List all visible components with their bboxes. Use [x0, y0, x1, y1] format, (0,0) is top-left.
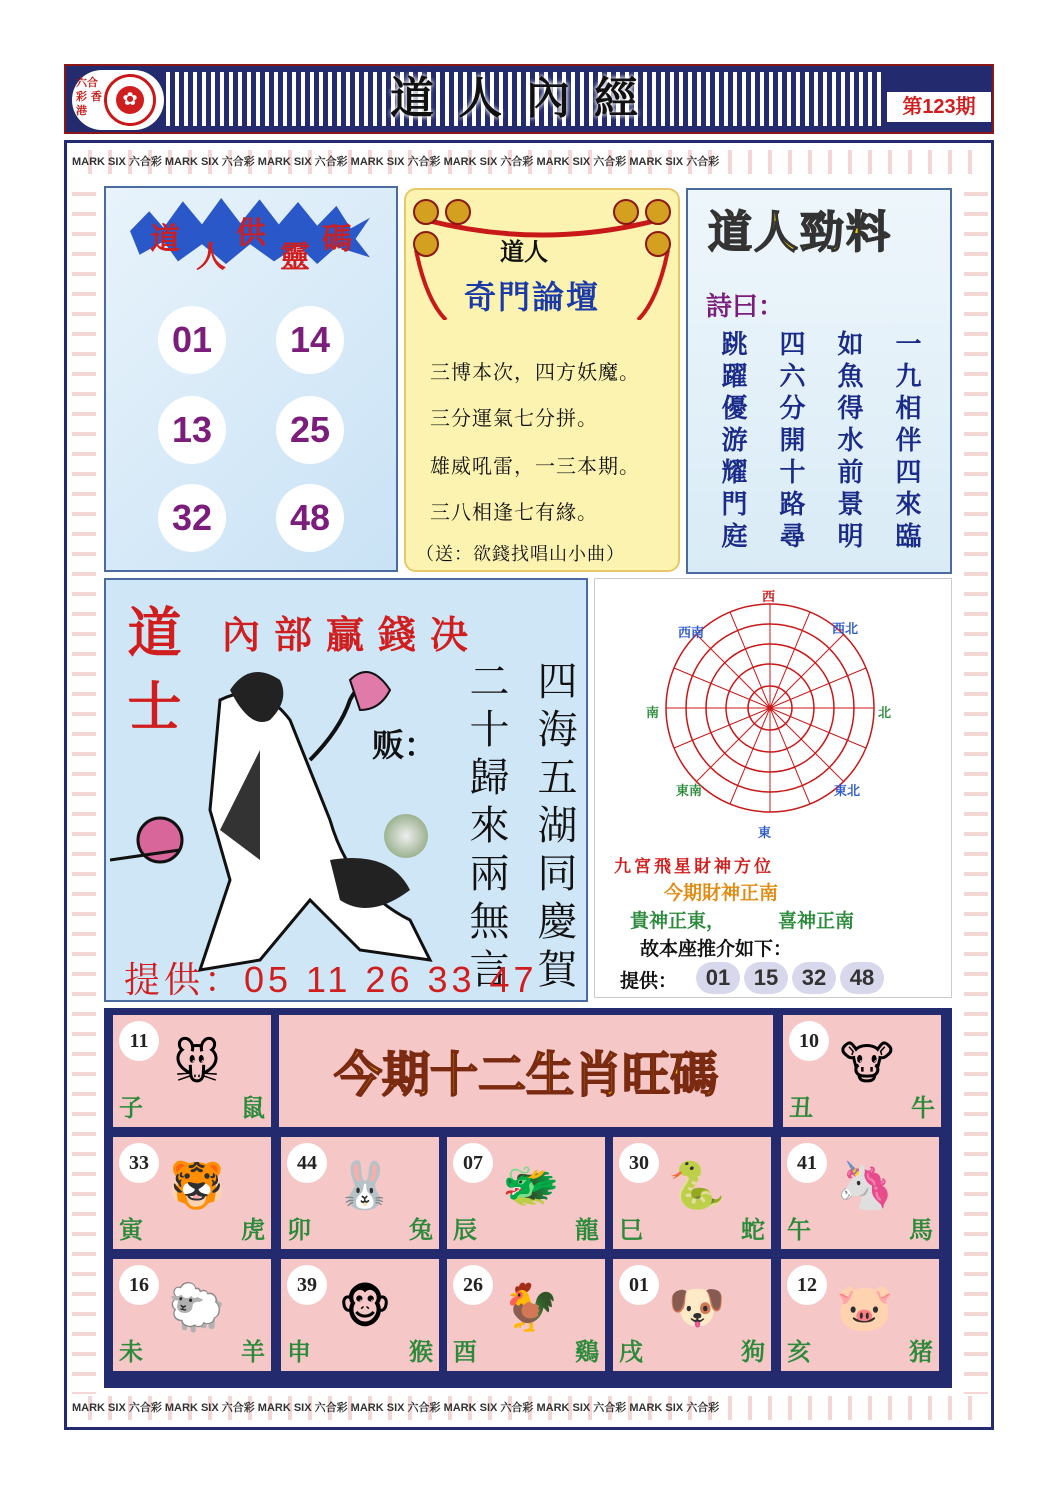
- page-title: 道人內經: [390, 73, 662, 124]
- zodiac-branch: 酉: [453, 1337, 477, 1366]
- zodiac-branch: 戌: [619, 1337, 643, 1366]
- recommend-number: 32: [792, 962, 836, 994]
- zodiac-animal-icon: 🐭: [173, 1036, 221, 1090]
- forum-title: 奇門論壇: [464, 278, 601, 316]
- recommend-number: 48: [840, 962, 884, 994]
- zodiac-animal: 蛇: [741, 1215, 765, 1244]
- forum-footer: （送：欲錢找唱山小曲）: [416, 544, 625, 565]
- title-char-1: 道: [150, 222, 180, 257]
- direction-e: 北: [878, 706, 892, 721]
- zodiac-animal: 兔: [409, 1215, 433, 1244]
- number-circle: 32: [158, 484, 226, 552]
- label-text: 贩：: [372, 726, 437, 764]
- joy-god: 喜神正南: [778, 910, 855, 932]
- poem-column: 跳躍優游耀門庭: [717, 330, 747, 554]
- poem-line: 雄威吼雷，一三本期。: [430, 454, 640, 478]
- zodiac-animal: 鷄: [575, 1337, 599, 1366]
- poem-line: 三八相逢七有緣。: [430, 500, 598, 524]
- zodiac-animal-icon: 🐲: [502, 1158, 560, 1212]
- zodiac-cell: [778, 1256, 942, 1374]
- poem-label: 詩曰：: [706, 292, 785, 322]
- direction-se: 東北: [834, 784, 861, 799]
- number-circle: 25: [276, 396, 344, 464]
- border-bottom: MARK SIX 六合彩 MARK SIX 六合彩 MARK SIX 六合彩 MARK SIX 六合彩 MARK SIX 六合彩 MARK SIX 六合彩 MARK SIX 六合彩: [72, 1396, 988, 1420]
- number-circle: 48: [276, 484, 344, 552]
- zodiac-number: 07: [453, 1143, 493, 1183]
- zodiac-cell: [778, 1134, 942, 1252]
- zodiac-cell: [110, 1134, 274, 1252]
- zodiac-branch: 午: [787, 1215, 811, 1244]
- zodiac-branch: 丑: [789, 1093, 813, 1122]
- zodiac-animal-icon: 🐑: [168, 1280, 226, 1334]
- zodiac-number: 11: [119, 1021, 159, 1061]
- zodiac-cell: [444, 1134, 608, 1252]
- number-circle: 14: [276, 306, 344, 374]
- zodiac-animal: 羊: [241, 1337, 265, 1366]
- direction-sw: 東南: [676, 784, 703, 799]
- zodiac-animal-icon: 🐷: [836, 1280, 894, 1334]
- zodiac-number: 39: [287, 1265, 327, 1305]
- zodiac-animal: 鼠: [241, 1093, 265, 1122]
- border-top: MARK SIX 六合彩 MARK SIX 六合彩 MARK SIX 六合彩 MARK SIX 六合彩 MARK SIX 六合彩 MARK SIX 六合彩 MARK SIX 六合彩: [72, 150, 988, 174]
- logo-text: 六合彩 香港: [76, 76, 102, 117]
- zodiac-branch: 申: [287, 1337, 311, 1366]
- border-right: [964, 176, 988, 1394]
- zodiac-number: 01: [619, 1265, 659, 1305]
- side-title: 道士: [119, 604, 183, 752]
- direction-w: 南: [646, 706, 660, 721]
- zodiac-branch: 辰: [453, 1215, 477, 1244]
- compass-title: 九宮飛星財神方位: [614, 857, 774, 877]
- poem-column: 四六分開十路尋: [775, 330, 805, 554]
- poem-line: 三分運氣七分拼。: [430, 406, 598, 430]
- zodiac-branch: 寅: [119, 1215, 143, 1244]
- poem-line: 三博本次，四方妖魔。: [430, 360, 640, 384]
- noble-god: 貴神正東，: [630, 910, 726, 932]
- hint-title: 道人勁料: [708, 207, 892, 258]
- zodiac-cell: [780, 1012, 944, 1130]
- zodiac-number: 41: [787, 1143, 827, 1183]
- number-circle: 01: [158, 306, 226, 374]
- issue-number: 第123期: [887, 92, 991, 122]
- poem-column: 一九相伴四來臨: [891, 330, 921, 554]
- direction-nw: 西南: [678, 626, 705, 641]
- zodiac-cell: [278, 1256, 442, 1374]
- zodiac-title: 今期十二生肖旺碼: [333, 1047, 718, 1103]
- zodiac-cell: [444, 1256, 608, 1374]
- forum-small-title: 道人: [500, 237, 548, 266]
- zodiac-number: 12: [787, 1265, 827, 1305]
- zodiac-animal: 牛: [911, 1093, 935, 1122]
- direction-s: 東: [758, 826, 772, 841]
- direction-n: 西: [762, 590, 776, 605]
- zodiac-animal: 狗: [741, 1337, 765, 1366]
- secret-provide: 提供：05 11 26 33 47: [124, 959, 538, 1000]
- zodiac-animal: 馬: [909, 1215, 933, 1244]
- number-circle: 13: [158, 396, 226, 464]
- zodiac-animal-icon: 🐰: [336, 1158, 394, 1212]
- zodiac-number: 33: [119, 1143, 159, 1183]
- zodiac-animal-icon: 🐶: [668, 1280, 726, 1334]
- bauhinia-icon: ✿: [116, 86, 144, 114]
- recommend-number: 01: [696, 962, 740, 994]
- wealth-god: 今期財神正南: [664, 882, 779, 904]
- zodiac-branch: 未: [119, 1337, 143, 1366]
- zodiac-branch: 巳: [619, 1215, 643, 1244]
- zodiac-cell: [610, 1134, 774, 1252]
- zodiac-animal-icon: 🦄: [836, 1158, 894, 1212]
- provide-label: 提供：: [620, 970, 678, 992]
- poem-column: 如魚得水前景明: [833, 330, 863, 554]
- title-char-5: 碼: [322, 222, 352, 257]
- zodiac-cell: [110, 1256, 274, 1374]
- title-char-4: 靈: [280, 240, 310, 275]
- zodiac-branch: 卯: [287, 1215, 311, 1244]
- zodiac-cell: [110, 1012, 274, 1130]
- direction-ne: 西北: [832, 622, 859, 637]
- zodiac-animal-icon: 🐯: [168, 1158, 226, 1212]
- zodiac-animal-icon: 🐵: [338, 1280, 392, 1334]
- zodiac-number: 10: [789, 1021, 829, 1061]
- zodiac-number: 30: [619, 1143, 659, 1183]
- secret-column: 四海五湖同慶賀: [531, 660, 577, 996]
- title-char-3: 供: [236, 216, 266, 251]
- zodiac-branch: 亥: [787, 1337, 811, 1366]
- zodiac-animal: 猪: [909, 1337, 933, 1366]
- zodiac-number: 26: [453, 1265, 493, 1305]
- zodiac-branch: 子: [119, 1093, 143, 1122]
- secret-column: 二十歸來兩無言: [463, 660, 509, 996]
- zodiac-number: 16: [119, 1265, 159, 1305]
- recommend-number: 15: [744, 962, 788, 994]
- zodiac-animal: 猴: [409, 1337, 433, 1366]
- zodiac-animal-icon: 🐮: [839, 1036, 895, 1090]
- recommend-label: 故本座推介如下：: [640, 938, 793, 960]
- zodiac-animal-icon: 🐓: [502, 1280, 560, 1334]
- zodiac-cell: [610, 1256, 774, 1374]
- zodiac-cell: [278, 1134, 442, 1252]
- title-char-2: 人: [196, 240, 226, 275]
- zodiac-animal-icon: 🐍: [668, 1158, 726, 1212]
- secret-title: 內部贏錢决: [222, 612, 483, 657]
- zodiac-animal: 龍: [575, 1215, 599, 1244]
- border-left: [72, 176, 96, 1394]
- orb-icon: [384, 814, 428, 858]
- zodiac-animal: 虎: [241, 1215, 265, 1244]
- zodiac-number: 44: [287, 1143, 327, 1183]
